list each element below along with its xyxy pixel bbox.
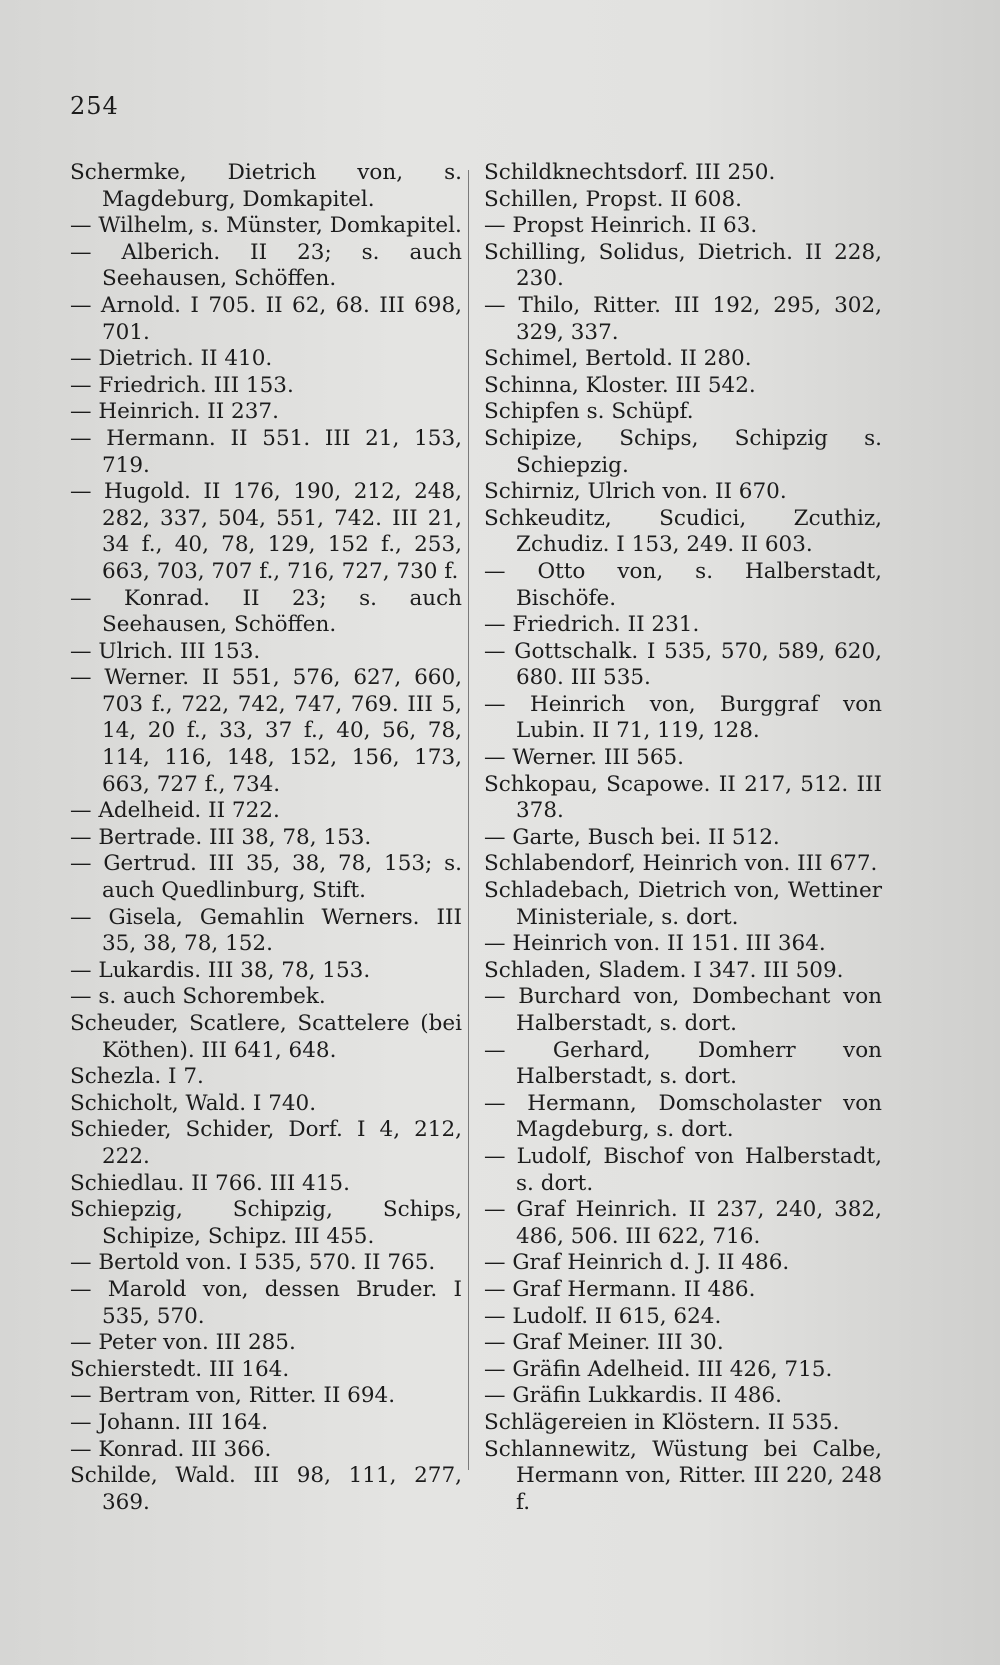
index-entry: Schierstedt. III 164. — [70, 1356, 290, 1382]
page-number: 254 — [70, 92, 119, 120]
index-entry: — Bertrade. III 38, 78, 153. — [70, 824, 372, 850]
index-entry: — Hermann, Domscholaster von Magdeburg, s. dort. — [484, 1090, 882, 1143]
index-entry: — Graf Heinrich d. J. II 486. — [484, 1250, 790, 1276]
index-entry: Schkopau, Scapowe. II 217, 512. III 378. — [484, 771, 882, 824]
index-entry: — Gräfin Lukkardis. II 486. — [484, 1383, 782, 1409]
index-entry: — Konrad. II 23; s. auch Seehausen, Schöffen. — [70, 585, 462, 638]
index-entry: Schladebach, Dietrich von, Wettiner Ministeriale, s. dort. — [484, 878, 882, 930]
index-entry: — Lukardis. III 38, 78, 153. — [70, 957, 371, 983]
index-entry: Scheuder, Scatlere, Scattelere (bei Köthen). III 641, 648. — [70, 1011, 462, 1063]
index-entry: — Heinrich. II 237. — [70, 399, 279, 425]
index-entry: — Peter von. III 285. — [70, 1330, 296, 1356]
index-entry: — Arnold. I 705. II 62, 68. III 698, 701. — [70, 292, 462, 345]
index-entry: Schinna, Kloster. III 542. — [484, 372, 756, 398]
index-entry: — Hugold. II 176, 190, 212, 248, 282, 337, 504, 551, 742. III 21, 34 f., 40, 78, 129, 152 f., 253, 663, 703, 707 f., 716, 727, 730 f. — [70, 479, 462, 584]
index-entry: — Konrad. III 366. — [70, 1436, 272, 1462]
column-divider — [468, 170, 469, 1470]
index-entry: — Werner. II 551, 576, 627, 660, 703 f., 722, 742, 747, 769. III 5, 14, 20 f., 33, 37 f., 40, 56, 78, 114, 116, 148, 152, 156, 173, 663, 727 f., 734. — [70, 665, 462, 797]
index-entry: — Garte, Busch bei. II 512. — [484, 824, 780, 850]
index-entry: — Graf Meiner. III 30. — [484, 1330, 724, 1356]
index-entry: — Ludolf. II 615, 624. — [484, 1303, 722, 1329]
index-entry: — Dietrich. II 410. — [70, 346, 273, 372]
index-entry: — Graf Hermann. II 486. — [484, 1276, 756, 1302]
index-entry: Schilling, Solidus, Dietrich. II 228, 230. — [484, 239, 882, 292]
index-entry: — Gerhard, Domherr von Halberstadt, s. dort. — [484, 1037, 882, 1090]
index-entry: Schillen, Propst. II 608. — [484, 186, 742, 212]
index-entry: — s. auch Schorembek. — [70, 984, 326, 1010]
index-entry: — Alberich. II 23; s. auch Seehausen, Schöffen. — [70, 239, 462, 292]
index-entry: — Burchard von, Dombechant von Halberstadt, s. dort. — [484, 984, 882, 1036]
index-entry: Schlabendorf, Heinrich von. III 677. — [484, 851, 878, 877]
index-entry: Schermke, Dietrich von, s. Magdeburg, Domkapitel. — [70, 160, 462, 212]
index-entry: Schladen, Sladem. I 347. III 509. — [484, 957, 844, 983]
index-entry: Schicholt, Wald. I 740. — [70, 1090, 317, 1116]
index-entry: Schieder, Schider, Dorf. I 4, 212, 222. — [70, 1117, 462, 1169]
index-entry: — Adelheid. II 722. — [70, 798, 280, 824]
index-entry: Schimel, Bertold. II 280. — [484, 346, 752, 372]
index-entry: — Werner. III 565. — [484, 745, 685, 771]
index-entry: — Heinrich von, Burggraf von Lubin. II 71, 119, 128. — [484, 691, 882, 744]
index-entry: — Propst Heinrich. II 63. — [484, 213, 758, 239]
index-entry: — Friedrich. II 231. — [484, 612, 700, 638]
index-column-right — [484, 160, 882, 1516]
index-entry: — Hermann. II 551. III 21, 153, 719. — [70, 425, 462, 478]
index-entry: Schipfen s. Schüpf. — [484, 399, 694, 425]
index-entry: — Marold von, dessen Bruder. I 535, 570. — [70, 1276, 462, 1329]
index-entry: — Graf Heinrich. II 237, 240, 382, 486, 506. III 622, 716. — [484, 1197, 882, 1249]
index-entry: Schiepzig, Schipzig, Schips, Schipize, Schipz. III 455. — [70, 1197, 462, 1249]
index-entry: Schezla. I 7. — [70, 1064, 204, 1090]
index-entry: Schkeuditz, Scudici, Zcuthiz, Zchudiz. I 153, 249. II 603. — [484, 505, 882, 558]
index-entry: Schipize, Schips, Schipzig s. Schiepzig. — [484, 425, 882, 478]
index-entry: — Thilo, Ritter. III 192, 295, 302, 329, 337. — [484, 292, 882, 345]
index-entry: — Johann. III 164. — [70, 1409, 269, 1435]
index-entry: — Heinrich von. II 151. III 364. — [484, 931, 826, 957]
index-entry: — Gräfin Adelheid. III 426, 715. — [484, 1356, 833, 1382]
index-entry: Schlägereien in Klöstern. II 535. — [484, 1409, 840, 1435]
index-entry: — Otto von, s. Halberstadt, Bischöfe. — [484, 558, 882, 611]
index-column-left — [70, 160, 462, 1516]
index-entry: — Wilhelm, s. Münster, Domkapitel. — [70, 213, 462, 239]
index-entry: Schildknechtsdorf. III 250. — [484, 160, 776, 185]
index-entry: — Bertold von. I 535, 570. II 765. — [70, 1250, 436, 1276]
index-entry: — Gertrud. III 35, 38, 78, 153; s. auch Quedlinburg, Stift. — [70, 851, 462, 904]
index-entry: Schlannewitz, Wüstung bei Calbe, Hermann von, Ritter. III 220, 248 f. — [484, 1436, 882, 1515]
index-entry: Schirniz, Ulrich von. II 670. — [484, 479, 787, 505]
index-entry: — Gottschalk. I 535, 570, 589, 620, 680. III 535. — [484, 638, 882, 691]
index-entry: Schiedlau. II 766. III 415. — [70, 1170, 350, 1196]
index-entry: — Bertram von, Ritter. II 694. — [70, 1383, 396, 1409]
index-entry: — Friedrich. III 153. — [70, 372, 294, 398]
index-entry: — Gisela, Gemahlin Werners. III 35, 38, 78, 152. — [70, 904, 462, 957]
index-entry: — Ulrich. III 153. — [70, 638, 261, 664]
index-entry: Schilde, Wald. III 98, 111, 277, 369. — [70, 1463, 462, 1515]
index-entry: — Ludolf, Bischof von Halberstadt, s. dort. — [484, 1143, 882, 1196]
